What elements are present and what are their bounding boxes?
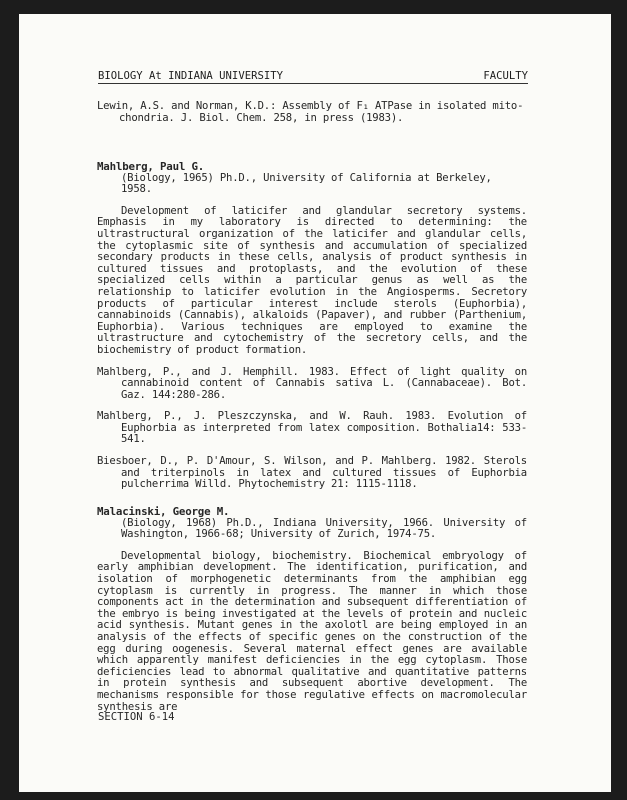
faculty-entry-mahlberg — [97, 161, 527, 501]
intro-reference — [97, 101, 527, 124]
faculty-credentials-line2: Washington, 1966-68; University of Zurich, 1974-75. — [121, 528, 437, 541]
reference-item: Mahlberg, P., and J. Hemphill. 1983. Effect of light quality on cannabinoid content of Cannabis sativa L. (Cannabaceae). Bot. Gaz. 144:280-286. — [97, 365, 527, 401]
reference-item: Biesboer, D., P. D'Amour, S. Wilson, and P. Mahlberg. 1982. Sterols and triterpinols in latex and cultured tissues of Euphorbia pulcherrima Willd. Phytochemistry 21: 1115-1118. — [97, 455, 527, 491]
faculty-entry-malacinski — [97, 506, 527, 713]
intro-ref-line1: Lewin, A.S. and Norman, K.D.: Assembly of F₁ ATPase in isolated mito- — [97, 100, 524, 112]
faculty-description: Development of laticifer and glandular secretory systems. Emphasis in my laboratory is directed to determining: the ultrastructural organization of the laticifer and glandular cells, the cytoplasmic site of synthesis and accumulation of specialized secondary products in these cells, analysis of product synthesis in cultured tissues and protoplasts, and the evolution of these specialized cells within a particular genus as well as the relationship to laticifer evolution in the Angiosperms. Secretory products of particular interest include sterols (Euphorbia), cannabinoids (Cannabis), alkaloids (Papaver), and rubber (Parthenium, Euphorbia). Various techniques are employed to examine the ultrastructure and cytochemistry of the secretory cells, and the biochemistry of product formation. — [97, 204, 527, 356]
faculty-credentials-line1: (Biology, 1968) Ph.D., Indiana University, 1966. University of — [121, 516, 527, 529]
intro-ref-line2: chondria. J. Biol. Chem. 258, in press (1983). — [119, 111, 404, 124]
faculty-description: Developmental biology, biochemistry. Biochemical embryology of early amphibian development. The identification, purification, and isolation of morphogenetic determinants from the amphibian egg cytoplasm is currently in progress. The manner in which those components act in the determination and subsequent differentiation of the embryo is being investigated at the levels of protein and nucleic acid synthesis. Mutant genes in the axolotl are being employed in an analysis of the effects of specific genes on the construction of the egg during oogenesis. Several maternal effect genes are available which apparently manifest deficiencies in the egg cytoplasm. Those deficiencies lead to abnormal qualitative and quantitative patterns in protein synthesis and subsequent abortive development. The mechanisms responsible for those regulative effects on macromolecular synthesis are — [97, 549, 527, 713]
header-right: FACULTY — [483, 70, 528, 82]
faculty-name: Mahlberg, Paul G. — [97, 160, 205, 173]
header-left: BIOLOGY At INDIANA UNIVERSITY — [98, 70, 283, 82]
faculty-credentials: (Biology, 1965) Ph.D., University of California at Berkeley, 1958. — [121, 171, 492, 196]
faculty-name: Malacinski, George M. — [97, 505, 230, 518]
page-footer: SECTION 6-14 — [98, 711, 175, 723]
page-header — [98, 70, 528, 84]
reference-item: Mahlberg, P., J. Pleszczynska, and W. Rauh. 1983. Evolution of Euphorbia as interpreted from latex composition. Bothalia14: 533-541. — [97, 410, 527, 446]
